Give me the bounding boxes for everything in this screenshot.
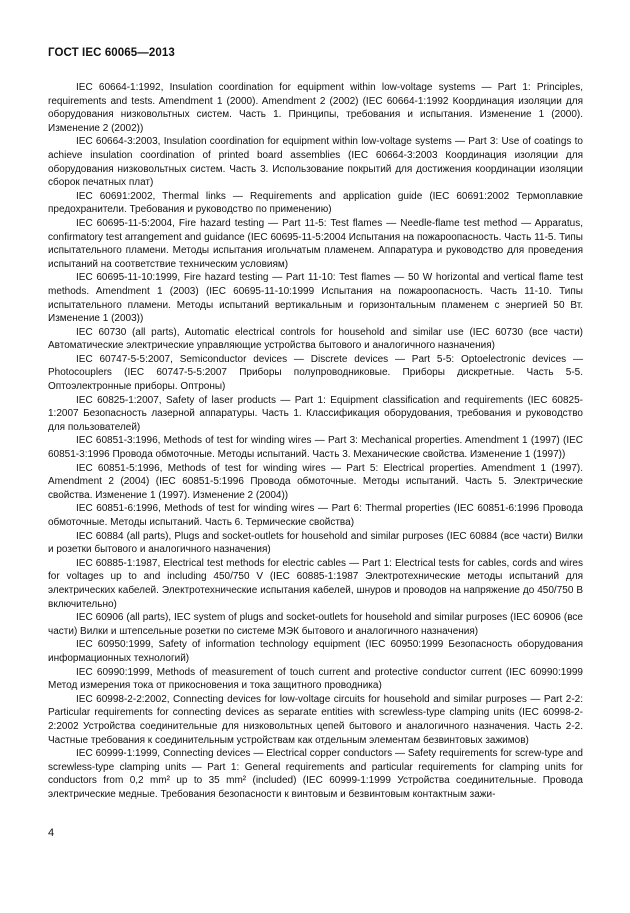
reference-iec-60747-5-5: IEC 60747-5-5:2007, Semiconductor devices — Discrete devices — Part 5-5: Optoelectronic devices — Photocouplers (IEC 60747-5-5:2007 Приборы полупроводниковые. Приборы дискретные. Часть 5-5. Оптоэлектронные приборы. Оптроны) — [48, 353, 583, 393]
reference-iec-60730: IEC 60730 (all parts), Automatic electrical controls for household and similar use (IEC 60730 (все части) Автоматические электрические управляющие устройства бытового и аналогичного назначения) — [48, 326, 583, 352]
reference-iec-60664-3: IEC 60664-3:2003, Insulation coordination for equipment within low-voltage systems — Part 3: Use of coatings to achieve insulation coordination of printed board assemblies (IEC 60664-3:2003 Координация изоляции для оборудования низковольтных систем. Часть 3. Использование покрытий для достижения координации изоляции сборок печатных плат) — [48, 136, 583, 189]
reference-iec-60851-5: IEC 60851-5:1996, Methods of test for winding wires — Part 5: Electrical properties. Amendment 1 (1997). Amendment 2 (2004) (IEC 60851-5:1996 Провода обмоточные. Методы испытаний. Часть 5. Электрические свойства. Изменение 1 (1997). Изменение 2 (2004)) — [48, 462, 583, 501]
reference-iec-60884: IEC 60884 (all parts), Plugs and socket-outlets for household and similar purposes (IEC 60884 (все части) Вилки и розетки бытового и аналогичного назначения) — [48, 530, 583, 556]
reference-iec-60851-6: IEC 60851-6:1996, Methods of test for winding wires — Part 6: Thermal properties (IEC 60851-6:1996 Провода обмоточные. Методы испытаний. Часть 6. Термические свойства) — [48, 503, 583, 528]
reference-iec-60851-3: IEC 60851-3:1996, Methods of test for winding wires — Part 3: Mechanical properties. Amendment 1 (1997) (IEC 60851-3:1996 Провода обмоточные. Методы испытаний. Часть 3. Механические свойства. Изменение 1 (1997)) — [48, 435, 583, 461]
reference-iec-60825-1: IEC 60825-1:2007, Safety of laser products — Part 1: Equipment classification and requirements (IEC 60825-1:2007 Безопасность лазерной аппаратуры. Часть 1. Классификация оборудования, требования и руководство для пользователей) — [48, 394, 583, 433]
reference-iec-60695-11-10: IEC 60695-11-10:1999, Fire hazard testing — Part 11-10: Test flames — 50 W horizontal and vertical flame test methods. Amendment 1 (2003) (IEC 60695-11-10:1999 Испытания на пожароопасность. Часть 11-10. Типы испытательного пламени. Методы испытаний вертикальным и горизонтальным пламенем с энергией 50 Вт. Изменение 1 (2003)) — [48, 272, 583, 325]
reference-iec-60950: IEC 60950:1999, Safety of information technology equipment (IEC 60950:1999 Безопасность оборудования информационных технологий) — [48, 639, 583, 664]
reference-iec-60999-1: IEC 60999-1:1999, Connecting devices — Electrical copper conductors — Safety requirements for screw-type and screwless-type clamping units — Part 1: General requirements and particular requirements for clamping units for conductors from 0,2 mm² up to 35 mm² (included) (IEC 60999-1:1999 Устройства соединительные. Провода электрические медные. Требования безопасности к винтовым и безвинтовым контактным зажи- — [48, 748, 583, 800]
reference-iec-60664-1: IEC 60664-1:1992, Insulation coordination for equipment within low-voltage systems — Part 1: Principles, requirements and tests. Amendment 1 (2000). Amendment 2 (2002) (IEC 60664-1:1992 Координация изоляции для оборудования низковольтных систем. Часть 1. Принципы, требования и испытания. Изменение 1 (2000). Изменение 2 (2002)) — [48, 82, 583, 134]
reference-iec-60990: IEC 60990:1999, Methods of measurement of touch current and protective conductor current (IEC 60990:1999 Метод измерения тока от прикосновения и тока защитного проводника) — [48, 666, 583, 692]
reference-iec-60885-1: IEC 60885-1:1987, Electrical test methods for electric cables — Part 1: Electrical tests for cables, cords and wires for voltages up to and including 450/750 V (IEC 60885-1:1987 Электротехнические методы испытаний для электрических кабелей. Электротехнические испытания кабелей, шнуров и проводов на напряжение до 450/750 В включительно) — [48, 557, 583, 610]
document-header: ГОСТ IEC 60065—2013 — [48, 47, 175, 59]
reference-iec-60998-2-2: IEC 60998-2-2:2002, Connecting devices for low-voltage circuits for household and similar purposes — Part 2-2: Particular requirements for connecting devices as separate entities with screwless-type clamping units (IEC 60998-2-2:2002 Устройства соединительные для низковольтных цепей бытового и аналогичного назначения. Часть 2-2. Частные требования к соединительным устройствам как отдельным элементам безвинтовых зажимов) — [48, 693, 583, 746]
normative-references — [48, 81, 583, 801]
reference-iec-60695-11-5: IEC 60695-11-5:2004, Fire hazard testing — Part 11-5: Test flames — Needle-flame test method — Apparatus, confirmatory test arrangement and guidance (IEC 60695-11-5:2004 Испытания на пожароопасность. Часть 11-5. Типы испытательного пламени. Методы испытания игольчатым пламенем. Аппаратура и руководство для проведения испытаний на соответствие техническим условиям) — [48, 217, 583, 270]
reference-iec-60691: IEC 60691:2002, Thermal links — Requirements and application guide (IEC 60691:2002 Термоплавкие предохранители. Требования и руководство по применению) — [48, 190, 583, 216]
reference-iec-60906: IEC 60906 (all parts), IEC system of plugs and socket-outlets for household and similar purposes (IEC 60906 (все части) Вилки и штепсельные розетки по системе МЭК бытового и аналогичного назначения) — [48, 612, 583, 637]
page-number: 4 — [48, 827, 55, 839]
